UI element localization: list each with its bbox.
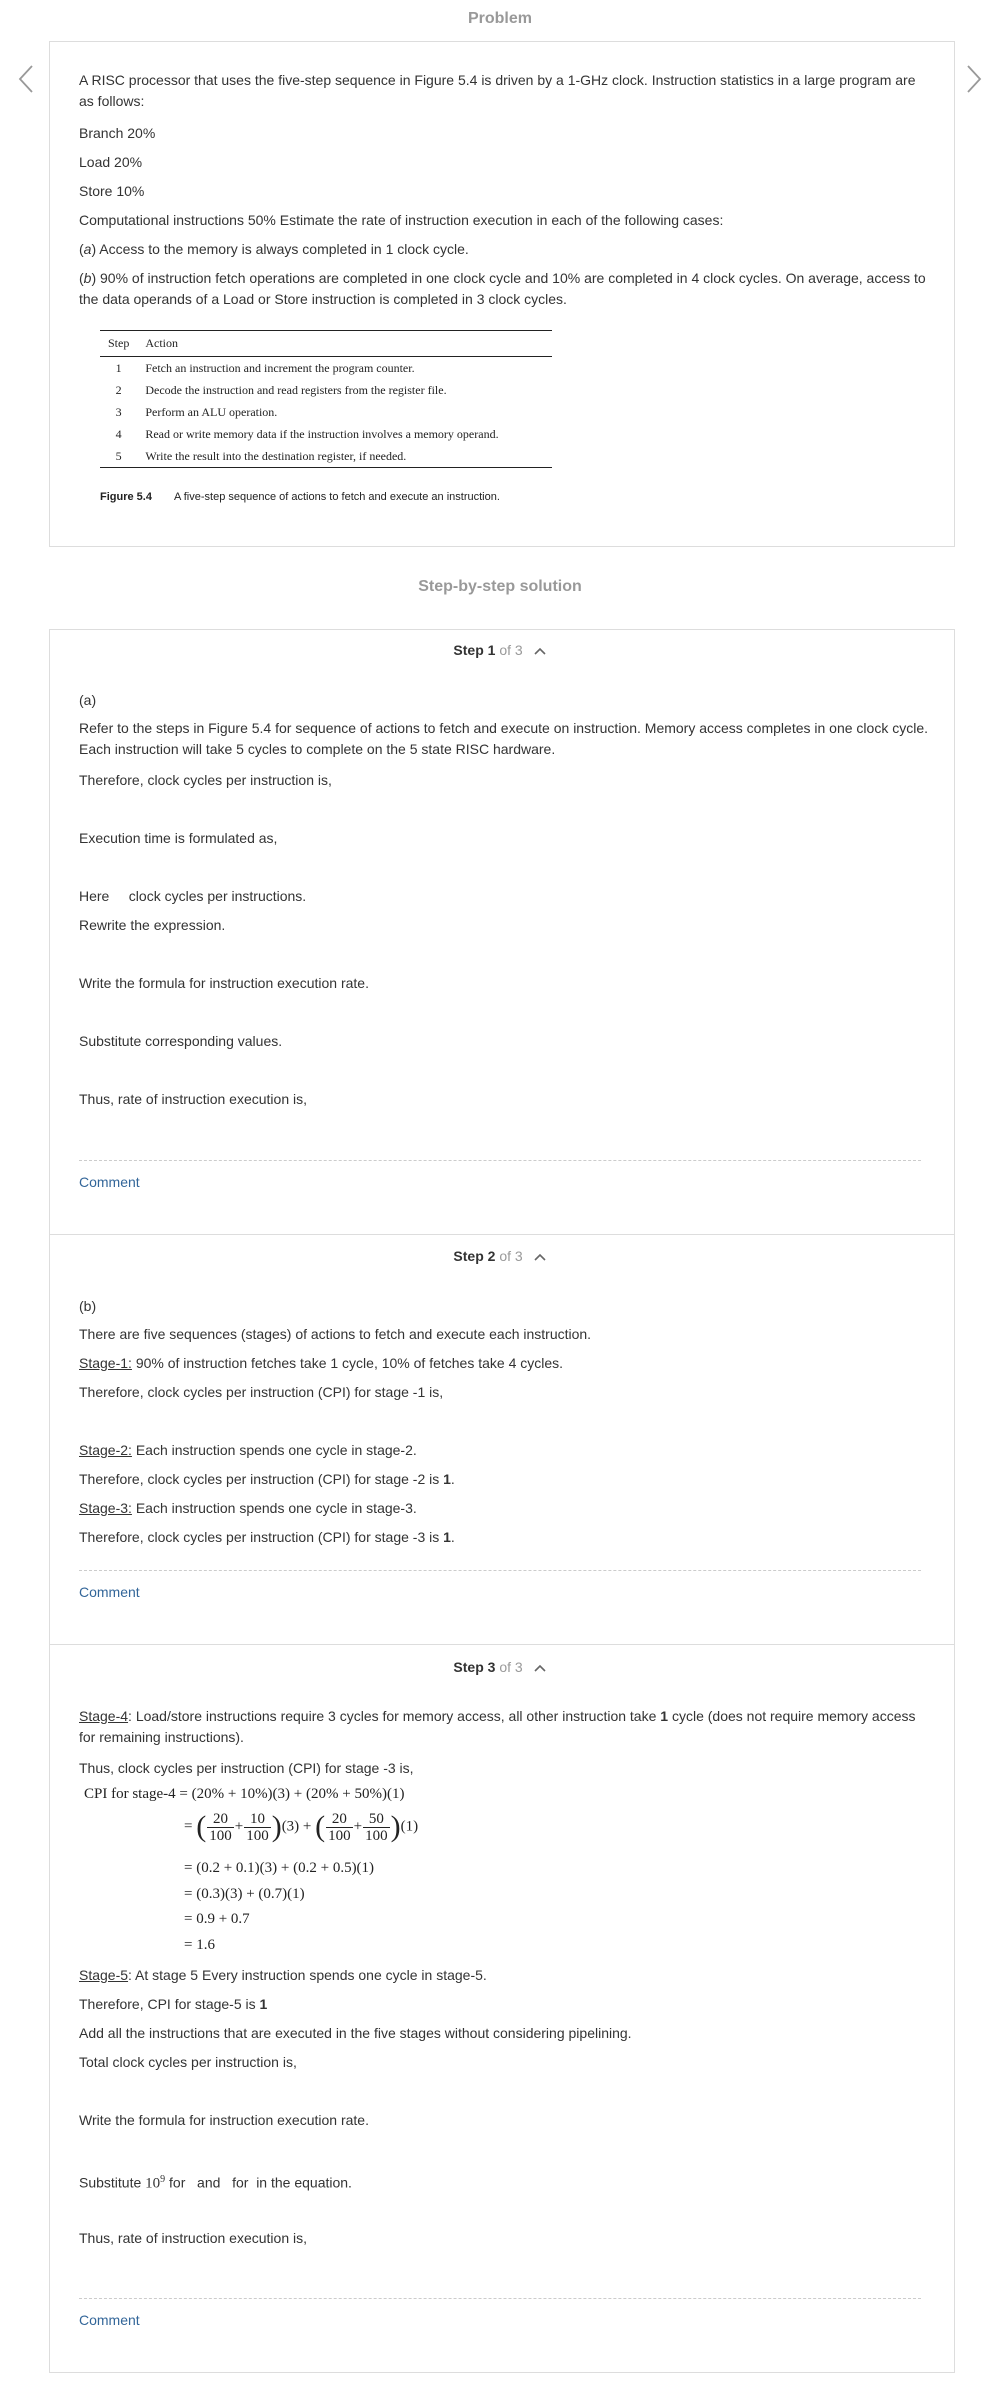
comment-link[interactable]: Comment <box>79 2312 140 2328</box>
comment-link[interactable]: Comment <box>79 1174 140 1190</box>
stat-load: Load 20% <box>79 154 143 170</box>
step-number: 3 <box>115 404 122 419</box>
step-1-text: Rewrite the expression. <box>79 917 226 933</box>
equation-line: = 0.9 + 0.7 <box>184 1911 250 1927</box>
equation-line: = 1.6 <box>184 1937 215 1953</box>
step-1-text: Execution time is formulated as, <box>79 830 278 846</box>
case-a: (a) Access to the memory is always completed in 1 clock cycle. <box>79 241 469 257</box>
step-1-text: Refer to the steps in Figure 5.4 for sequence of actions to fetch and execute on instruction. Memory access completes in one clock cycle. Each instruction will take 5 cycles to complete on the 5 state RISC hardware. <box>79 720 928 757</box>
prev-arrow-icon[interactable] <box>14 62 38 96</box>
step-2-text: Therefore, clock cycles per instruction (CPI) for stage -1 is, <box>79 1384 444 1400</box>
step-1-part: (a) <box>79 692 97 708</box>
stage-2-text: Stage-2: Each instruction spends one cycle in stage-2. <box>79 1442 417 1458</box>
col-action: Action <box>137 331 552 357</box>
step-3-text: Thus, rate of instruction execution is, <box>79 2230 307 2246</box>
stage-5-text: Stage-5: At stage 5 Every instruction spends one cycle in stage-5. <box>79 1967 487 1983</box>
divider <box>79 1160 921 1161</box>
step-number: 2 <box>115 382 122 397</box>
problem-intro: A RISC processor that uses the five-step sequence in Figure 5.4 is driven by a 1-GHz clock. Instruction statistics in a large program are as follows: <box>79 72 916 109</box>
divider <box>79 1570 921 1571</box>
case-b: (b) 90% of instruction fetch operations are completed in one clock cycle and 10% are completed in 4 clock cycles. On average, access to the data operands of a Load or Store instruction is completed in 3 clock cycles. <box>79 270 926 307</box>
step-3-text: Therefore, CPI for stage-5 is 1 <box>79 1996 268 2012</box>
step-3-text: Thus, clock cycles per instruction (CPI) for stage -3 is, <box>79 1760 414 1776</box>
step-2-part: (b) <box>79 1298 97 1314</box>
step-action: Read or write memory data if the instruction involves a memory operand. <box>145 426 499 441</box>
step-2-text: There are five sequences (stages) of actions to fetch and execute each instruction. <box>79 1326 592 1342</box>
step-1-text: Substitute corresponding values. <box>79 1033 283 1049</box>
step-separator <box>49 1644 955 1645</box>
figure-caption: Figure 5.4 A five-step sequence of actions to fetch and execute an instruction. <box>100 491 500 503</box>
step-2-header[interactable]: Step 2 of 3 <box>0 1248 1000 1264</box>
step-2-text: Therefore, clock cycles per instruction (CPI) for stage -3 is 1. <box>79 1529 455 1545</box>
equation-line: = (0.3)(3) + (0.7)(1) <box>184 1886 305 1902</box>
step-action: Perform an ALU operation. <box>145 404 278 419</box>
figure-5-4-table <box>100 330 552 468</box>
stat-computational: Computational instructions 50% Estimate the rate of instruction execution in each of the following cases: <box>79 212 724 228</box>
stage-1-text: Stage-1: 90% of instruction fetches take 1 cycle, 10% of fetches take 4 cycles. <box>79 1355 564 1371</box>
step-1-header[interactable]: Step 1 of 3 <box>0 642 1000 658</box>
chevron-up-icon[interactable] <box>533 1663 547 1673</box>
stage-3-text: Stage-3: Each instruction spends one cycle in stage-3. <box>79 1500 417 1516</box>
step-number: 4 <box>115 426 122 441</box>
step-number: 1 <box>115 360 122 375</box>
divider <box>79 2298 921 2299</box>
equation-line: = ( $\frac{20}{100}$ + $\frac{10}{100}$ )(3) + ( $\frac{20}{100}$ + $\frac{50}{100}$ )(1) <box>184 1810 419 1844</box>
solution-heading: Step-by-step solution <box>418 578 582 595</box>
step-1-text: Therefore, clock cycles per instruction is, <box>79 772 332 788</box>
step-1-text: Thus, rate of instruction execution is, <box>79 1091 307 1107</box>
chevron-up-icon[interactable] <box>533 1252 547 1262</box>
step-action: Fetch an instruction and increment the program counter. <box>145 360 415 375</box>
col-step: Step <box>100 331 137 357</box>
step-2-text: Therefore, clock cycles per instruction (CPI) for stage -2 is 1. <box>79 1471 455 1487</box>
step-separator <box>49 1234 955 1235</box>
stage-4-text: Stage-4: Load/store instructions require 3 cycles for memory access, all other instruction take 1 cycle (does not require memory access for remaining instructions). <box>79 1708 916 1745</box>
step-3-text: Substitute $10^9$ for and for in the equation. <box>79 2174 352 2192</box>
step-3-header[interactable]: Step 3 of 3 <box>0 1659 1000 1675</box>
step-action: Decode the instruction and read registers from the register file. <box>145 382 447 397</box>
step-1-text: Here clock cycles per instructions. <box>79 888 307 904</box>
problem-heading: Problem <box>467 10 532 27</box>
step-action: Write the result into the destination register, if needed. <box>137 445 552 468</box>
step-3-text: Total clock cycles per instruction is, <box>79 2054 297 2070</box>
step-number: 5 <box>100 445 137 468</box>
step-3-text: Add all the instructions that are executed in the five stages without considering pipelining. <box>79 2025 632 2041</box>
next-arrow-icon[interactable] <box>962 62 986 96</box>
comment-link[interactable]: Comment <box>79 1584 140 1600</box>
step-1-text: Write the formula for instruction execution rate. <box>79 975 369 991</box>
equation-line: CPI for stage-4 = (20% + 10%)(3) + (20% + 50%)(1) <box>84 1786 405 1802</box>
step-3-text: Write the formula for instruction execution rate. <box>79 2112 369 2128</box>
chevron-up-icon[interactable] <box>533 646 547 656</box>
stat-branch: Branch 20% <box>79 125 156 141</box>
stat-store: Store 10% <box>79 183 145 199</box>
equation-line: = (0.2 + 0.1)(3) + (0.2 + 0.5)(1) <box>184 1860 375 1876</box>
